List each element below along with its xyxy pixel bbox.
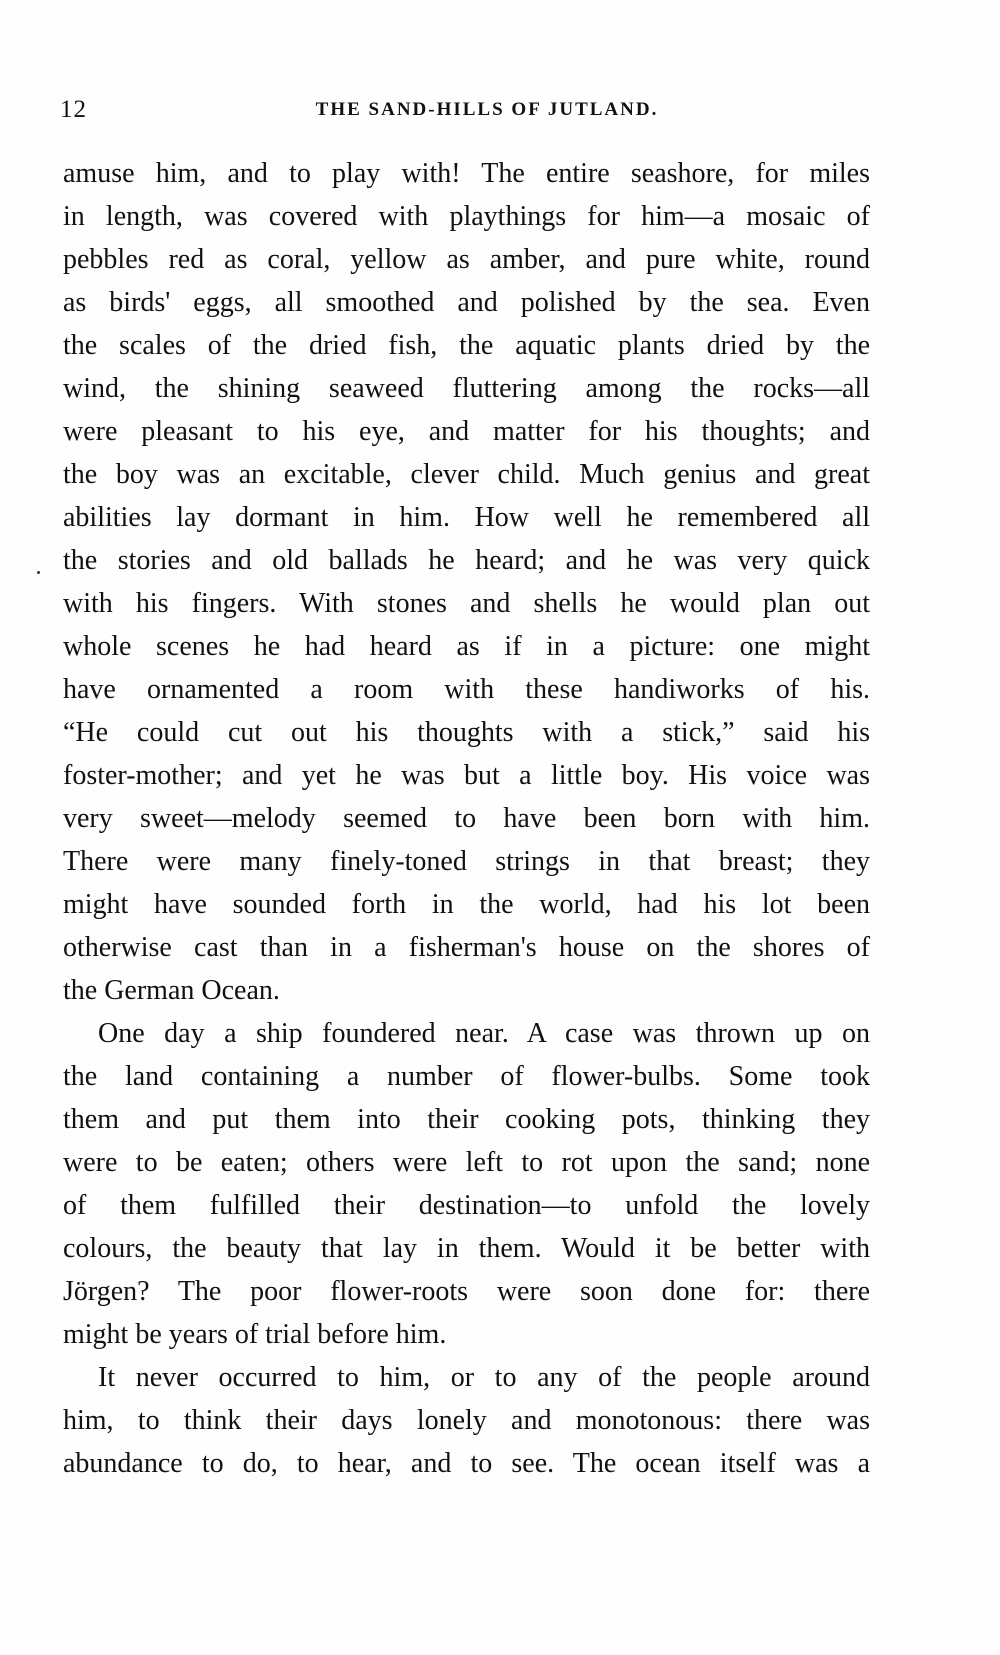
- text-line: as birds' eggs, all smoothed and polished by the sea. Even: [63, 287, 870, 318]
- text-line: with his fingers. With stones and shells he would plan out: [63, 588, 870, 619]
- text-line: Jörgen? The poor flower-roots were soon done for: there: [63, 1276, 870, 1307]
- text-line: It never occurred to him, or to any of the people around: [98, 1362, 870, 1393]
- page-number: 12: [60, 96, 87, 123]
- text-line: them and put them into their cooking pots, thinking they: [63, 1104, 870, 1135]
- ink-speck: [37, 571, 40, 574]
- text-line: of them fulfilled their destination—to unfold the lovely: [63, 1190, 870, 1221]
- text-line: There were many finely-toned strings in that breast; they: [63, 846, 870, 877]
- text-line: abundance to do, to hear, and to see. The ocean itself was a: [63, 1448, 870, 1479]
- text-line: the German Ocean.: [63, 975, 280, 1006]
- text-line: were pleasant to his eye, and matter for his thoughts; and: [63, 416, 870, 447]
- text-line: wind, the shining seaweed fluttering among the rocks—all: [63, 373, 870, 404]
- text-line: the boy was an excitable, clever child. Much genius and great: [63, 459, 870, 490]
- text-line: colours, the beauty that lay in them. Would it be better with: [63, 1233, 870, 1264]
- text-line: him, to think their days lonely and monotonous: there was: [63, 1405, 870, 1436]
- text-line: pebbles red as coral, yellow as amber, and pure white, round: [63, 244, 870, 275]
- text-line: foster-mother; and yet he was but a little boy. His voice was: [63, 760, 870, 791]
- text-line: were to be eaten; others were left to rot upon the sand; none: [63, 1147, 870, 1178]
- text-line: the scales of the dried fish, the aquatic plants dried by the: [63, 330, 870, 361]
- text-line: the land containing a number of flower-bulbs. Some took: [63, 1061, 870, 1092]
- text-line: very sweet—melody seemed to have been born with him.: [63, 803, 870, 834]
- text-line: might have sounded forth in the world, had his lot been: [63, 889, 870, 920]
- text-line: abilities lay dormant in him. How well he remembered all: [63, 502, 870, 533]
- text-line: in length, was covered with playthings for him—a mosaic of: [63, 201, 870, 232]
- text-line: amuse him, and to play with! The entire seashore, for miles: [63, 158, 870, 189]
- text-line: might be years of trial before him.: [63, 1319, 447, 1350]
- paragraph-3: [63, 1356, 870, 1485]
- paragraph-2: [63, 1012, 870, 1356]
- text-line: otherwise cast than in a fisherman's house on the shores of: [63, 932, 870, 963]
- running-head: [60, 96, 880, 130]
- text-line: “He could cut out his thoughts with a stick,” said his: [63, 717, 870, 748]
- running-title: THE SAND-HILLS OF JUTLAND.: [315, 99, 659, 120]
- text-line: the stories and old ballads he heard; and he was very quick: [63, 545, 870, 576]
- text-line: have ornamented a room with these handiworks of his.: [63, 674, 870, 705]
- body-text: [63, 152, 870, 1485]
- text-line: One day a ship foundered near. A case was thrown up on: [98, 1018, 870, 1049]
- text-line: whole scenes he had heard as if in a picture: one might: [63, 631, 870, 662]
- paragraph-1: [63, 152, 870, 1012]
